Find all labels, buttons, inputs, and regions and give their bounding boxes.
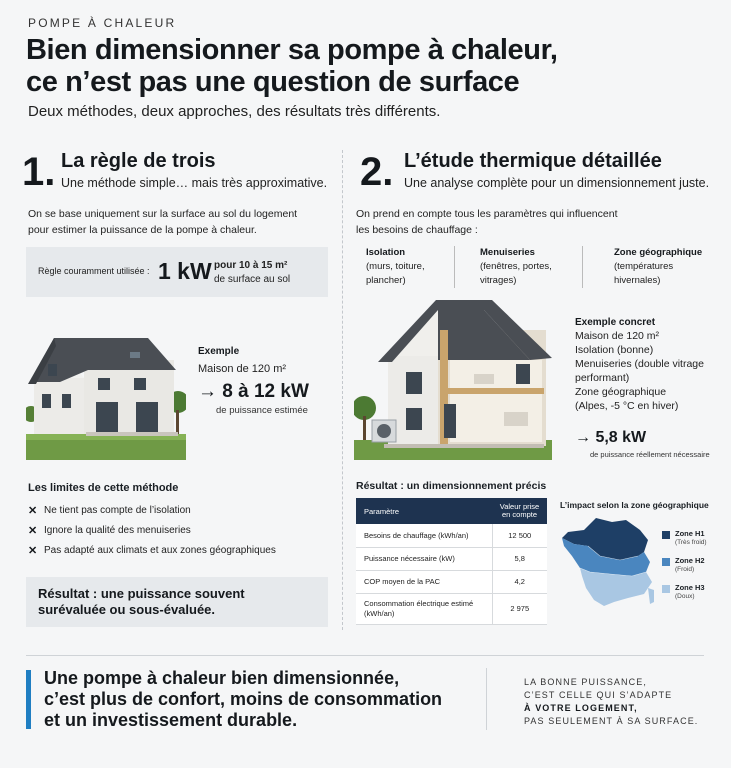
example-result-sub: de puissance estimée (216, 405, 308, 416)
method1-title: La règle de trois (61, 150, 216, 172)
table-row (356, 547, 547, 570)
simple-house-illustration (26, 330, 186, 460)
page-title (26, 34, 558, 98)
table-header-value (492, 498, 547, 524)
example-line: (Alpes, -5 °C en hiver) (575, 400, 679, 412)
header-value-line: Valeur prise (499, 502, 540, 511)
param-line: (températures (614, 261, 674, 272)
footer-line: c’est plus de confort, moins de consommation (44, 689, 443, 709)
zone-swatch (662, 531, 670, 539)
method1-desc-line: pour estimer la puissance de la pompe à chaleur. (28, 224, 257, 236)
table-cell-param: Besoins de chauffage (kWh/an) (356, 524, 492, 547)
limit-text: Pas adapté aux climats et aux zones géographiques (44, 544, 276, 556)
method2-description (356, 206, 618, 238)
table-cell-value: 2 975 (492, 593, 547, 624)
example-result-sub: de puissance réellement nécessaire (590, 450, 710, 459)
kicker: POMPE À CHALEUR (28, 16, 177, 30)
cross-icon: ✕ (28, 504, 38, 517)
method2-subtitle: Une analyse complète pour un dimensionnement juste. (404, 176, 710, 190)
list-item (28, 520, 276, 540)
table-header-row (356, 498, 547, 524)
impact-title: L’impact selon la zone géographique (560, 500, 709, 510)
param-insulation (366, 246, 425, 288)
limit-text: Ignore la qualité des menuiseries (44, 524, 191, 536)
method2-desc-line: On prend en compte tous les paramètres qui influencent (356, 208, 618, 220)
example-line: Maison de 120 m² (575, 330, 660, 342)
rule-label: Règle couramment utilisée : (38, 266, 150, 276)
result-line: Résultat : une puissance souvent (38, 586, 245, 601)
param-title: Zone géographique (614, 247, 703, 258)
footer-side-line-bold: À VOTRE LOGEMENT, (524, 703, 638, 713)
param-line: vitrages) (480, 275, 517, 286)
limits-title: Les limites de cette méthode (28, 482, 179, 494)
cross-icon: ✕ (28, 544, 38, 557)
param-line: (kWh/an) (364, 608, 395, 618)
rule-range-bold: pour 10 à 15 m² (214, 260, 288, 271)
method1-description (28, 206, 297, 238)
method2-example (575, 317, 725, 413)
footer-side-line: PAS SEULEMENT À SA SURFACE. (524, 716, 699, 726)
footer-separator (486, 668, 487, 730)
parameters-row (356, 246, 716, 292)
param-line: plancher) (366, 275, 406, 286)
param-divider (454, 246, 455, 288)
zone-name: Zone H1 (675, 529, 705, 538)
footer-divider (26, 655, 704, 656)
footer-side-line: C’EST CELLE QUI S’ADAPTE (524, 690, 673, 700)
param-line: (fenêtres, portes, (480, 261, 552, 272)
footer-main-message (44, 668, 442, 731)
example-label: Exemple concret (575, 317, 656, 328)
method1-subtitle: Une méthode simple… mais très approximative. (61, 176, 328, 190)
rule-range (214, 259, 324, 287)
table-row (356, 593, 547, 624)
table-header-param: Paramètre (356, 498, 492, 524)
param-title: Isolation (366, 247, 406, 258)
zone-swatch (662, 585, 670, 593)
method1-result-box (26, 577, 328, 627)
footer-side-message (524, 676, 698, 728)
cross-icon: ✕ (28, 524, 38, 537)
method1-example (198, 346, 338, 416)
table-cell-param (356, 593, 492, 624)
method2-title: L’étude thermique détaillée (404, 150, 662, 172)
result-line: surévaluée ou sous-évaluée. (38, 602, 216, 617)
header-value-line: en compte (501, 510, 538, 519)
column-divider (342, 150, 343, 630)
list-item (28, 540, 276, 560)
rule-range-rest: de surface au sol (214, 274, 291, 285)
example-line: Zone géographique (575, 386, 667, 398)
method2-number: 2. (360, 150, 394, 194)
example-line: performant) (575, 372, 630, 384)
zone-name: Zone H3 (675, 583, 705, 592)
table-cell-value: 4,2 (492, 570, 547, 593)
method1-number: 1. (22, 150, 56, 194)
table-cell-value: 5,8 (492, 547, 547, 570)
footer-side-line: LA BONNE PUISSANCE, (524, 677, 647, 687)
rule-value: 1 kW (158, 258, 212, 284)
example-result: → 8 à 12 kW (198, 381, 309, 402)
example-line: Menuiseries (double vitrage (575, 358, 704, 370)
param-line: (murs, toiture, (366, 261, 425, 272)
list-item (28, 500, 276, 520)
footer-line: et un investissement durable. (44, 710, 298, 730)
example-house: Maison de 120 m² (198, 363, 287, 375)
zone-desc: (Doux) (675, 593, 695, 600)
method2-desc-line: les besoins de chauffage : (356, 224, 478, 236)
footer-line: Une pompe à chaleur bien dimensionnée, (44, 668, 400, 688)
page-subtitle: Deux méthodes, deux approches, des résultats très différents. (28, 103, 441, 120)
table-row (356, 570, 547, 593)
param-line: hivernales) (614, 275, 661, 286)
limit-text: Ne tient pas compte de l’isolation (44, 504, 191, 516)
table-cell-param: COP moyen de la PAC (356, 570, 492, 593)
zone-desc: (Très froid) (675, 539, 707, 546)
rule-box (26, 247, 328, 297)
example-label: Exemple (198, 346, 240, 357)
france-zone-map (560, 516, 656, 608)
example-lines (575, 329, 725, 413)
title-line-2: ce n’est pas une question de surface (26, 66, 520, 98)
results-table (356, 498, 547, 625)
footer-accent-bar (26, 670, 31, 729)
table-cell-param: Puissance nécessaire (kW) (356, 547, 492, 570)
limits-list (28, 500, 276, 560)
zone-name: Zone H2 (675, 556, 705, 565)
table-cell-value: 12 500 (492, 524, 547, 547)
example-line: Isolation (bonne) (575, 344, 654, 356)
param-line: Consommation électrique estimé (364, 598, 474, 608)
param-divider (582, 246, 583, 288)
table-title: Résultat : un dimensionnement précis (356, 480, 547, 492)
cutaway-house-illustration (354, 300, 552, 460)
param-joinery (480, 246, 552, 288)
param-title: Menuiseries (480, 247, 535, 258)
method1-desc-line: On se base uniquement sur la surface au sol du logement (28, 208, 298, 220)
table-row (356, 524, 547, 547)
zone-desc: (Froid) (675, 566, 695, 573)
title-line-1: Bien dimensionner sa pompe à chaleur, (26, 34, 558, 66)
param-geographic-zone (614, 246, 702, 288)
example-result: → 5,8 kW (575, 429, 647, 446)
zone-swatch (662, 558, 670, 566)
